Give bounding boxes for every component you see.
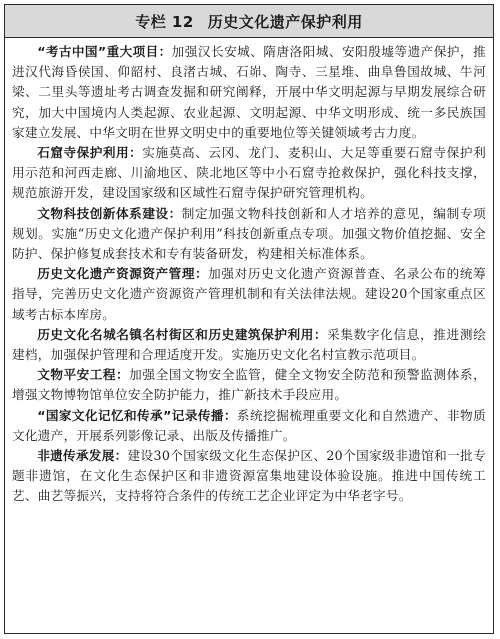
paragraph-grottoes <box>12 143 486 204</box>
paragraph-intangible-heritage <box>12 446 486 507</box>
paragraph-body: 制定加强文物科技创新和人才培养的意见，编制专项规划。实施“历史文化遗产保护利用”科技创新重点专项。加强文物价值挖掘、安全防护、保护修复成套技术和专有装备研发，构建相关标准体系。 <box>12 205 486 262</box>
paragraph-lead: 非遗传承发展： <box>37 448 128 464</box>
paragraph-lead: 文物科技创新体系建设： <box>37 205 182 221</box>
paragraph-body: 加强汉长安城、隋唐洛阳城、安阳殷墟等遗产保护，推进汉代海昏侯国、仰韶村、良渚古城、石峁、陶寺、三星堆、曲阜鲁国故城、牛河梁、二里头等遗址考古调查发掘和研究阐释，开展中华文明起源与早期发展综合研究，加大中国境内人类起源、农业起源、文明起源、中华文明形成、统一多民族国家建立发展、中华文明在世界文明史中的重要地位等关键领域考古力度。 <box>12 44 486 140</box>
paragraph-body: 采集数字化信息，推进测绘建档，加强保护管理和合理适度开发。实施历史文化名村宣教示范项目。 <box>12 326 486 363</box>
paragraph-lead: “国家文化记忆和传承”记录传播： <box>37 407 237 423</box>
paragraph-lead: 历史文化遗产资源资产管理： <box>37 266 209 282</box>
column-content <box>12 42 486 507</box>
paragraph-body: 系统挖掘梳理重要文化和自然遗产、非物质文化遗产，开展系列影像记录、出版及传播推广。 <box>12 407 486 443</box>
paragraph-lead: 历史文化名城名镇名村街区和历史建筑保护利用： <box>37 326 328 342</box>
paragraph-body: 加强全国文物安全监管，健全文物安全防范和预警监测体系，增强文物博物馆单位安全防护能力，推广新技术手段应用。 <box>12 367 486 403</box>
column-box <box>4 4 494 634</box>
paragraph-body: 加强对历史文化遗产资源普查、名录公布的统筹指导，完善历史文化遗产资源资产管理机制和有关法律法规。建设20个国家重点区域考古标本库房。 <box>12 266 486 322</box>
paragraph-relic-safety <box>12 365 486 405</box>
column-label: 专栏 12 <box>135 12 194 31</box>
paragraph-historic-cities <box>12 325 486 365</box>
paragraph-body: 实施莫高、云冈、龙门、麦积山、大足等重要石窟寺保护利用示范和河西走廊、川渝地区、陕北地区等中小石窟寺抢救保护，强化科技支撑，规范旅游开发，建设国家级和区域性石窟寺保护研究管理机构。 <box>12 145 486 201</box>
paragraph-body: 建设30个国家级文化生态保护区、20个国家级非遗馆和一批专题非遗馆，在文化生态保护区和非遗资源富集地建设体验设施。推进中国传统工艺、曲艺等振兴，支持将符合条件的传统工艺企业评定为中华老字号。 <box>12 448 487 504</box>
paragraph-lead: 文物平安工程： <box>37 367 130 383</box>
column-title: 历史文化遗产保护利用 <box>207 12 363 31</box>
paragraph-lead: 石窟寺保护利用： <box>37 145 143 161</box>
paragraph-lead: “考古中国”重大项目： <box>37 44 172 59</box>
paragraph-cultural-memory <box>12 406 486 446</box>
paragraph-archaeology <box>12 42 486 143</box>
paragraph-tech-innovation <box>12 204 486 265</box>
paragraph-asset-management <box>12 264 486 325</box>
column-header <box>5 5 493 38</box>
